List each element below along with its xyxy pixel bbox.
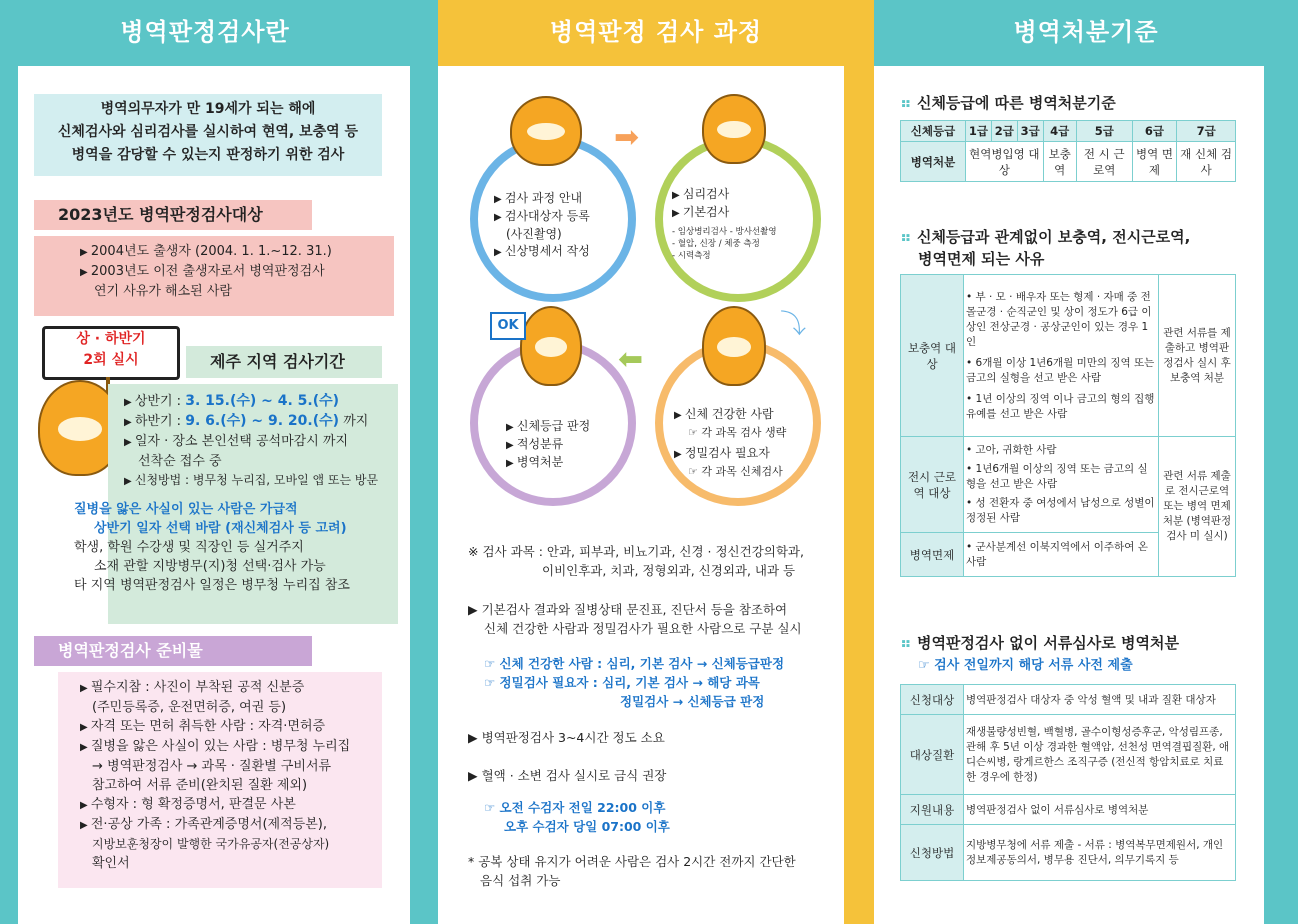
prep-item: ▶ 수형자 : 형 확정증명서, 판결문 사본 — [80, 795, 382, 815]
doc-value: 재생불량성빈혈, 백혈병, 골수이형성증후군, 악성림프종, 관해 후 5년 이상 경과한 혈액암, 선천성 면역결핍질환, 애디슨씨병, 랑게르한스 조직구증 (전신적 항암치료로 치료한 경우에 한정) — [964, 715, 1236, 795]
header-middle: 병역판정 검사 과정 — [438, 0, 874, 64]
arrow-right-icon: ➡ — [614, 120, 640, 155]
schedule-sign — [42, 326, 180, 380]
grade-head-row — [901, 121, 1236, 142]
grade-body-row — [901, 142, 1236, 182]
dots-icon: ⠶ — [900, 228, 912, 246]
target-item: ▶ 2003년도 이전 출생자로서 병역판정검사 — [80, 262, 394, 282]
doc-label: 신청방법 — [901, 825, 964, 881]
grade-cell: 4급 — [1043, 121, 1076, 142]
arrow-left-icon: ⬅ — [618, 342, 644, 377]
section-3-text: 병역판정검사 없이 서류심사로 병역처분 — [916, 634, 1179, 652]
circle-1-text — [494, 190, 624, 261]
jeju-note: 질병을 앓은 사실이 있는 사람은 가급적 — [74, 502, 298, 517]
sign-line: 상 · 하반기 — [76, 331, 146, 347]
circle-3-text — [674, 406, 814, 480]
ok-sign: OK — [490, 312, 526, 340]
c3-item: ☞ 각 과목 검사 생략 — [688, 426, 787, 439]
grade-cell: 5급 — [1076, 121, 1132, 142]
intro-line: 병역을 감당할 수 있는지 판정하기 위한 검사 — [71, 147, 345, 163]
jeju-date-highlight: 3. 15.(수) ~ 4. 5.(수) — [185, 393, 340, 409]
doc-row — [901, 825, 1236, 881]
tiger-surprised-icon — [702, 94, 766, 164]
jeju-item: 선착순 접수 중 — [138, 454, 222, 469]
doc-label: 대상질환 — [901, 715, 964, 795]
target-item: ▶ 2004년도 출생자 (2004. 1. 1.~12. 31.) — [80, 242, 394, 262]
target-box — [34, 236, 394, 316]
reason-table — [900, 274, 1236, 577]
jeju-item-text: 일자 · 장소 본인선택 공석마감시 까지 — [134, 434, 349, 449]
reason-label: 보충역 대상 — [901, 275, 964, 437]
grade-cell: 재 신체 검 사 — [1177, 142, 1236, 182]
reason-note: 관련 서류를 제출하고 병역판정검사 실시 후 보충역 처분 — [1159, 275, 1236, 437]
p1-blue-line: ☞ 정밀검사 필요자 : 심리, 기본 검사 → 해당 과목 — [484, 675, 760, 690]
jeju-item-text: 하반기 : — [134, 414, 186, 429]
reason-label: 병역면제 — [901, 533, 964, 577]
reason-note: 관련 서류 제출로 전시근로역 또는 병역 면제 처분 (병역판정 검사 미 실시) — [1159, 437, 1236, 577]
grade-cell: 보충역 — [1043, 142, 1076, 182]
doc-label: 지원내용 — [901, 795, 964, 825]
section-2-line: 병역면제 되는 사유 — [918, 250, 1045, 268]
prep-item: → 병역판정검사 → 과목 · 질환별 구비서류 — [92, 759, 332, 774]
header-right: 병역처분기준 — [874, 0, 1298, 64]
grade-cell: 병역처분 — [901, 142, 966, 182]
grade-cell: 2급 — [991, 121, 1017, 142]
grade-table — [900, 120, 1236, 182]
c4-item: ▶ 적성분류 — [506, 436, 626, 454]
grade-cell: 병역 면제 — [1132, 142, 1177, 182]
reason-row — [901, 275, 1236, 437]
c1-item: ▶ 검사 과정 안내 — [494, 190, 624, 208]
p3-blue-line: ☞ 오전 수검자 전일 22:00 이후 — [484, 800, 666, 815]
section-2-title — [900, 226, 1240, 270]
header-left: 병역판정검사란 — [0, 0, 410, 64]
doc-label: 신청대상 — [901, 685, 964, 715]
subjects-note — [468, 542, 838, 580]
jeju-item — [124, 392, 398, 412]
doc-value: 지방병무청에 서류 제출 - 서류 : 병역복무면제원서, 개인정보제공동의서, 병무용 진단서, 의무기록지 등 — [964, 825, 1236, 881]
grade-cell: 6급 — [1132, 121, 1177, 142]
tiger-writing-icon — [510, 96, 582, 166]
prep-item: ▶ 자격 또는 면허 취득한 사람 : 자격·면허증 — [80, 717, 382, 737]
prep-box — [58, 672, 382, 888]
doc-row — [901, 685, 1236, 715]
jeju-notes — [34, 500, 382, 595]
reason-items — [964, 437, 1159, 533]
jeju-title: 제주 지역 검사기간 — [186, 346, 382, 378]
p1-blue-line: ☞ 신체 건강한 사람 : 심리, 기본 검사 → 신체등급판정 — [484, 656, 785, 671]
doc-row — [901, 795, 1236, 825]
jeju-date-highlight: 9. 6.(수) ~ 9. 20.(수) — [185, 413, 340, 429]
circle-2-text — [672, 186, 812, 262]
c1-item: ▶ 신상명세서 작성 — [494, 243, 624, 261]
prep-item: 확인서 — [92, 856, 130, 871]
target-title: 2023년도 병역판정검사대상 — [34, 200, 312, 230]
dots-icon: ⠶ — [900, 634, 912, 652]
process-p3: ▶ 혈액 · 소변 검사 실시로 금식 권장 — [468, 768, 667, 783]
c1-item: (사진촬영) — [506, 227, 562, 241]
reason-item: • 1년6개월 이상의 징역 또는 금고의 실형을 선고 받은 사람 — [966, 463, 1148, 490]
c2-item: ▶ 기본검사 — [672, 204, 812, 222]
doc-review-table — [900, 684, 1236, 881]
c4-item: ▶ 병역처분 — [506, 454, 626, 472]
section-2-text: 신체등급과 관계없이 보충역, 전시근로역, — [916, 228, 1191, 246]
doc-value: 병역판정검사 없이 서류심사로 병역처분 — [964, 795, 1236, 825]
reason-items — [964, 275, 1159, 437]
c3-item: ▶ 신체 건강한 사람 — [674, 406, 814, 424]
jeju-item — [124, 412, 398, 432]
tiger-doctor-icon — [702, 306, 766, 386]
tiger-ok-icon — [520, 306, 582, 386]
subjects-line: 이비인후과, 치과, 정형외과, 신경외과, 내과 등 — [542, 563, 796, 578]
c2-sub: - 임상병리검사 - 방사선촬영 — [672, 227, 777, 237]
reason-item: • 6개월 이상 1년6개월 미만의 징역 또는 금고의 실형을 선고 받은 사람 — [966, 356, 1155, 384]
sign-line: 2회 실시 — [83, 352, 139, 368]
process-p4 — [468, 852, 840, 890]
jeju-item — [124, 432, 398, 452]
p3-blue-line: 오후 수검자 당일 07:00 이후 — [504, 819, 670, 834]
dots-icon: ⠶ — [900, 94, 912, 112]
target-item: 연기 사유가 해소된 사람 — [94, 284, 232, 299]
c3-item: ☞ 각 과목 신체검사 — [688, 465, 783, 478]
process-p1-blue — [484, 654, 840, 711]
c4-item: ▶ 신체등급 판정 — [506, 418, 626, 436]
reason-item: • 고아, 귀화한 사람 — [966, 444, 1057, 456]
subjects-line: ※ 검사 과목 : 안과, 피부과, 비뇨기과, 신경 · 정신건강의학과, — [468, 544, 804, 559]
p1-line: 신체 건강한 사람과 정밀검사가 필요한 사람으로 구분 실시 — [484, 621, 802, 636]
jeju-note: 상반기 일자 선택 바람 (재신체검사 등 고려) — [94, 521, 347, 536]
section-3-sub: ☞ 검사 전일까지 해당 서류 사전 제출 — [918, 658, 1133, 673]
jeju-note: 소재 관할 지방병무(지)청 선택·검사 가능 — [94, 559, 326, 574]
doc-value: 병역판정검사 대상자 중 악성 혈액 및 내과 질환 대상자 — [964, 685, 1236, 715]
grade-cell: 3급 — [1017, 121, 1043, 142]
jeju-item-text: 상반기 : — [134, 394, 186, 409]
reason-item: • 부 · 모 · 배우자 또는 형제 · 자매 중 전몰군경 · 순직군인 및 상이 정도가 6급 이상인 전상군경 · 공상군인이 있는 경우 1인 — [966, 290, 1152, 348]
p4-line: 음식 섭취 가능 — [480, 873, 561, 888]
reason-row — [901, 437, 1236, 533]
prep-item: 참고하여 서류 준비(완치된 질환 제외) — [92, 778, 308, 793]
c2-sub: - 시력측정 — [672, 251, 711, 261]
process-p3-blue — [484, 798, 840, 836]
doc-row — [901, 715, 1236, 795]
reason-items — [964, 533, 1159, 577]
prep-item: ▶ 질병을 앓은 사실이 있는 사람 : 병무청 누리집 — [80, 737, 382, 757]
prep-item: ▶ 전·공상 가족 : 가족관계증명서(제적등본), — [80, 815, 382, 835]
jeju-note: 타 지역 병역판정검사 일정은 병무청 누리집 참조 — [74, 578, 350, 593]
section-2-line — [900, 226, 1240, 248]
grade-cell: 전 시 근로역 — [1076, 142, 1132, 182]
p4-line: * 공복 상태 유지가 어려운 사람은 검사 2시간 전까지 간단한 — [468, 854, 796, 869]
section-3-title — [900, 632, 1240, 653]
prep-item: 지방보훈청장이 발행한 국가유공자(전공상자) — [92, 837, 330, 851]
reason-item: • 군사분계선 이북지역에서 이주하여 온 사람 — [966, 540, 1148, 568]
arrow-down-icon: ⤵ — [780, 310, 807, 340]
c1-item: ▶ 검사대상자 등록 — [494, 208, 624, 226]
grade-cell: 신체등급 — [901, 121, 966, 142]
section-1-title — [900, 92, 1240, 113]
prep-title: 병역판정검사 준비물 — [34, 636, 312, 666]
prep-item: ▶ 필수지참 : 사진이 부착된 공적 신분증 — [80, 678, 382, 698]
intro-line: 병역의무자가 만 19세가 되는 해에 — [100, 101, 316, 117]
intro-line: 신체검사와 심리검사를 실시하여 현역, 보충역 등 — [57, 124, 359, 140]
c3-item: ▶ 정밀검사 필요자 — [674, 445, 814, 463]
circle-4-text — [506, 418, 626, 472]
intro-box — [34, 94, 382, 176]
p1-blue-line: 정밀검사 → 신체등급 판정 — [620, 694, 765, 709]
grade-cell: 현역병입영 대상 — [966, 142, 1044, 182]
process-p2: ▶ 병역판정검사 3~4시간 정도 소요 — [468, 730, 665, 745]
process-p1 — [468, 600, 840, 638]
grade-cell: 7급 — [1177, 121, 1236, 142]
prep-item: (주민등록증, 운전면허증, 여권 등) — [92, 700, 287, 715]
p1-line: ▶ 기본검사 결과와 질병상태 문진표, 진단서 등을 참조하여 — [468, 602, 788, 617]
c2-item: ▶ 심리검사 — [672, 186, 812, 204]
jeju-note: 학생, 학원 수강생 및 직장인 등 실거주지 — [74, 540, 304, 555]
c2-sub: - 혈압, 신장 / 체중 측정 — [672, 239, 760, 249]
reason-label: 전시 근로역 대상 — [901, 437, 964, 533]
grade-cell: 1급 — [966, 121, 992, 142]
jeju-item-text: 까지 — [339, 414, 369, 429]
section-1-title-text: 신체등급에 따른 병역처분기준 — [916, 94, 1116, 112]
jeju-item: ▶ 신청방법 : 병무청 누리집, 모바일 앱 또는 방문 — [124, 471, 398, 491]
reason-item: • 1년 이상의 징역 이나 금고의 형의 집행유예를 선고 받은 사람 — [966, 392, 1155, 420]
reason-item: • 성 전환자 중 여성에서 남성으로 성별이 정정된 사람 — [966, 497, 1155, 524]
